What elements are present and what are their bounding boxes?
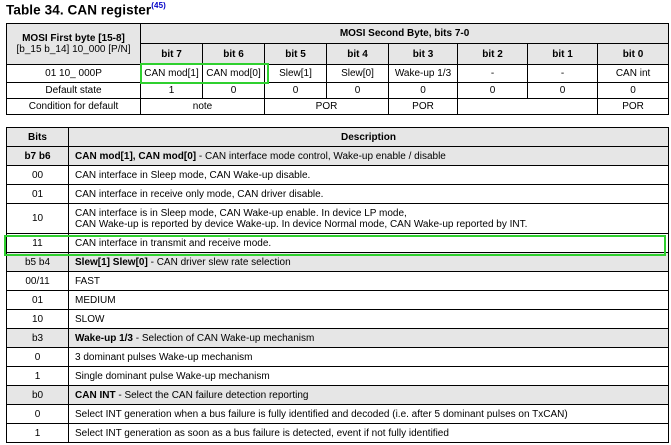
description-cell: Single dominant pulse Wake-up mechanism — [69, 367, 669, 386]
bits-cell: b0 — [7, 386, 69, 405]
description-cell: Slew[1] Slew[0] - CAN driver slew rate selection — [69, 253, 669, 272]
table-title — [6, 2, 166, 18]
default-value: 0 — [598, 83, 669, 99]
bit-field: CAN mod[0] — [203, 65, 265, 83]
description-cell: CAN interface in transmit and receive mode. — [69, 234, 669, 253]
bit-field: CAN int — [598, 65, 669, 83]
bits-cell: 01 — [7, 185, 69, 204]
description-cell: CAN interface in Sleep mode, CAN Wake-up disable. — [69, 166, 669, 185]
bits-cell: 00/11 — [7, 272, 69, 291]
bit-header: bit 7 — [141, 44, 203, 65]
description-cell: MEDIUM — [69, 291, 669, 310]
first-byte-header: MOSI First byte [15-8] [b_15 b_14] 10_000 [P/N] — [7, 24, 141, 65]
bit-field: Wake-up 1/3 — [389, 65, 458, 83]
default-value: 0 — [528, 83, 598, 99]
condition-value: note — [141, 99, 265, 115]
bit-header: bit 4 — [327, 44, 389, 65]
bits-cell: b3 — [7, 329, 69, 348]
bits-cell: 01 — [7, 291, 69, 310]
register-row-name: 01 10_ 000P — [7, 65, 141, 83]
bit-header: bit 6 — [203, 44, 265, 65]
description-cell: CAN mod[1], CAN mod[0] - CAN interface mode control, Wake-up enable / disable — [69, 147, 669, 166]
default-value: 1 — [141, 83, 203, 99]
condition-value: POR — [265, 99, 389, 115]
bits-cell: 10 — [7, 204, 69, 234]
description-cell: Select INT generation when a bus failure is fully identified and decoded (i.e. after 5 dominant pulses on TxCAN) — [69, 405, 669, 424]
bit-field: - — [528, 65, 598, 83]
description-column-header: Description — [69, 128, 669, 147]
bits-cell: 00 — [7, 166, 69, 185]
bit-header: bit 0 — [598, 44, 669, 65]
default-state-label: Default state — [7, 83, 141, 99]
footnote-ref-link[interactable]: (45) — [151, 1, 166, 10]
default-value: 0 — [458, 83, 528, 99]
bit-field: - — [458, 65, 528, 83]
second-byte-header: MOSI Second Byte, bits 7-0 — [141, 24, 669, 44]
description-cell: CAN interface is in Sleep mode, CAN Wake-up enable. In device LP mode, CAN Wake-up is reported by device Wake-up. In device Normal mode, CAN Wake-up reported by INT. — [69, 204, 669, 234]
description-cell: Select INT generation as soon as a bus failure is detected, event if not fully identified — [69, 424, 669, 443]
description-cell: CAN interface in receive only mode, CAN driver disable. — [69, 185, 669, 204]
description-cell: SLOW — [69, 310, 669, 329]
description-cell: 3 dominant pulses Wake-up mechanism — [69, 348, 669, 367]
condition-value: POR — [598, 99, 669, 115]
description-cell: Wake-up 1/3 - Selection of CAN Wake-up mechanism — [69, 329, 669, 348]
bits-cell: 10 — [7, 310, 69, 329]
bits-cell: b5 b4 — [7, 253, 69, 272]
bit-header: bit 1 — [528, 44, 598, 65]
bits-cell: 0 — [7, 348, 69, 367]
default-value: 0 — [203, 83, 265, 99]
bits-column-header: Bits — [7, 128, 69, 147]
default-value: 0 — [389, 83, 458, 99]
condition-value: POR — [389, 99, 458, 115]
bit-header: bit 5 — [265, 44, 327, 65]
bits-cell: 1 — [7, 367, 69, 386]
bits-cell: 11 — [7, 234, 69, 253]
table-title-text: Table 34. CAN register — [6, 2, 152, 18]
default-value: 0 — [265, 83, 327, 99]
bit-header: bit 2 — [458, 44, 528, 65]
can-register-table — [6, 23, 669, 115]
bit-field: Slew[1] — [265, 65, 327, 83]
description-cell: FAST — [69, 272, 669, 291]
bits-description-table — [6, 127, 669, 443]
condition-spacer — [458, 99, 598, 115]
bit-header: bit 3 — [389, 44, 458, 65]
bit-field: Slew[0] — [327, 65, 389, 83]
bits-cell: b7 b6 — [7, 147, 69, 166]
bits-cell: 0 — [7, 405, 69, 424]
bits-cell: 1 — [7, 424, 69, 443]
description-cell: CAN INT - Select the CAN failure detection reporting — [69, 386, 669, 405]
default-value: 0 — [327, 83, 389, 99]
bit-field: CAN mod[1] — [141, 65, 203, 83]
condition-label: Condition for default — [7, 99, 141, 115]
